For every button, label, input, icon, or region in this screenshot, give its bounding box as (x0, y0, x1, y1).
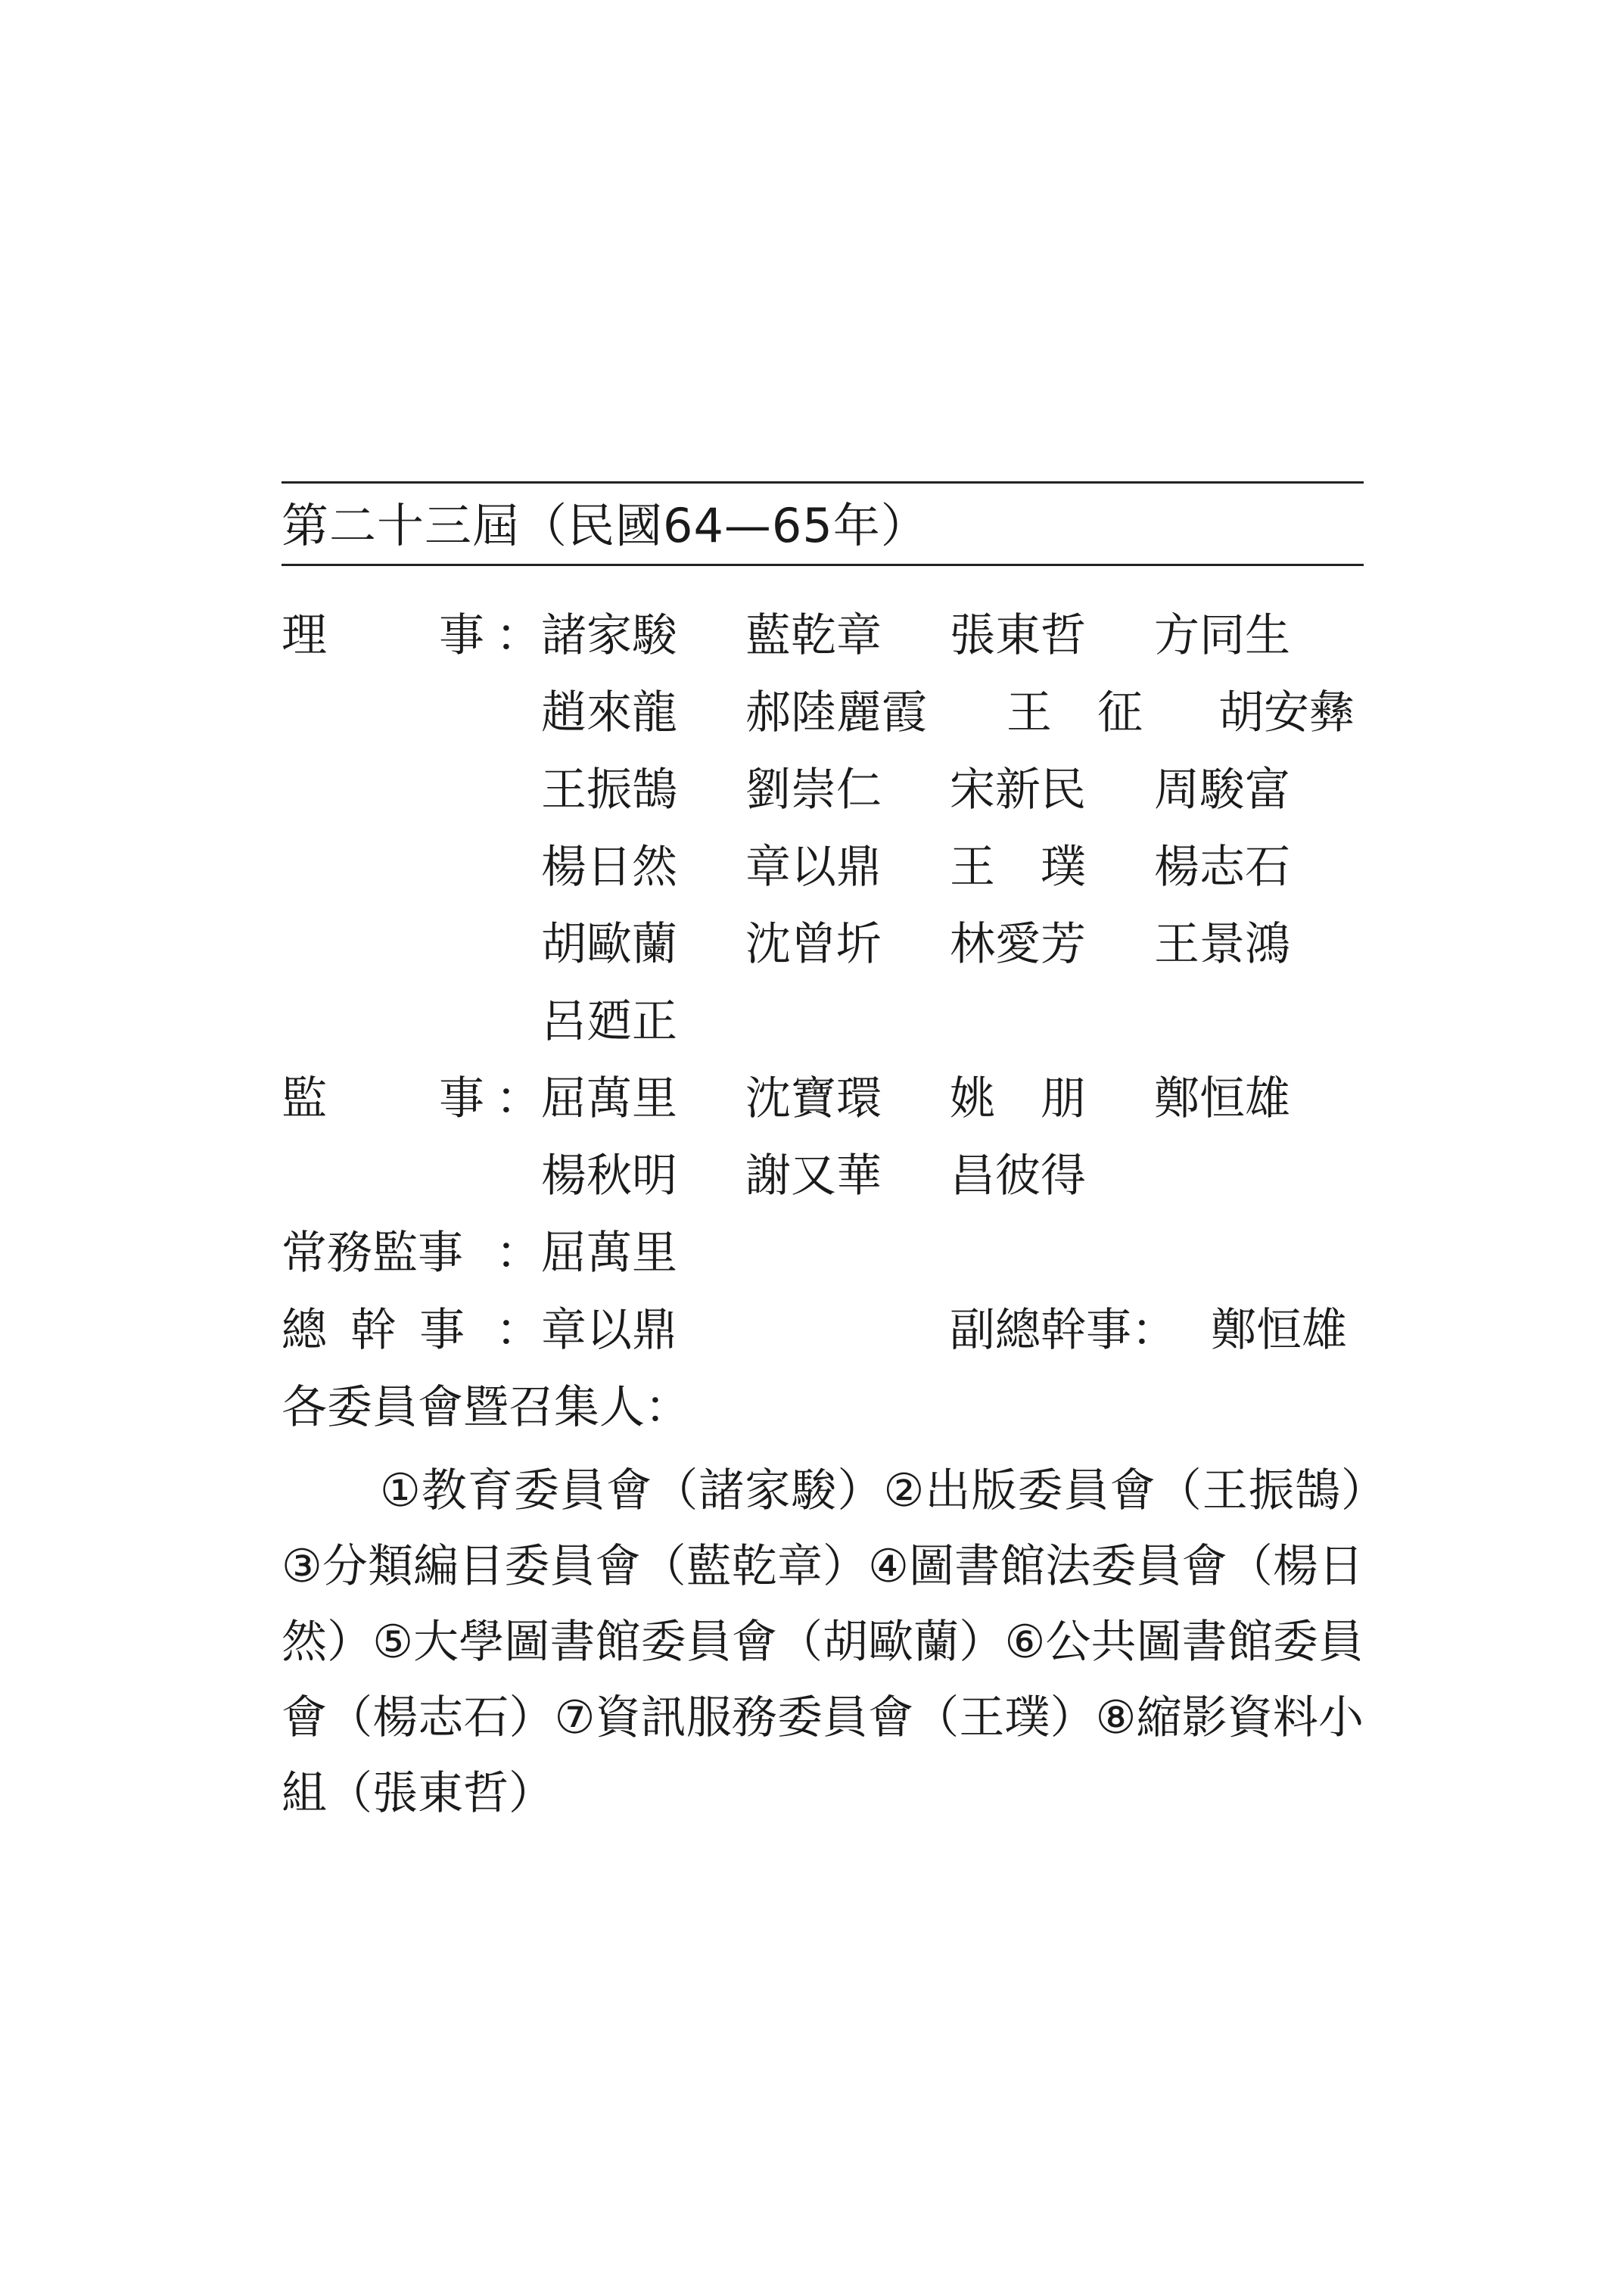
director-name: 王振鵠 (541, 764, 677, 817)
secretary-general-colon: ： (496, 1304, 541, 1357)
director-name: 胡歐蘭 (541, 918, 677, 971)
deputy-secretary-label: 副總幹事： (950, 1304, 1177, 1357)
supervisors-label-b: 事 (439, 1072, 484, 1125)
director-name: 方同生 (1154, 609, 1290, 662)
top-rule (282, 481, 1364, 484)
supervisor-name: 鄭恒雄 (1154, 1072, 1290, 1125)
supervisor-name: 沈寶環 (745, 1072, 882, 1125)
director-name: 林愛芳 (950, 918, 1086, 971)
director-name: 楊日然 (541, 841, 677, 894)
director-name: 張東哲 (950, 609, 1086, 662)
supervisors-colon: ： (496, 1072, 541, 1125)
standing-supervisor-name: 屈萬里 (541, 1227, 677, 1280)
director-name: 諸家駿 (541, 609, 677, 662)
page-title: 第二十三屆（民國64—65年） (282, 498, 929, 553)
directors-colon: ： (496, 609, 541, 662)
standing-supervisor-colon: ： (496, 1227, 541, 1280)
director-name: 趙來龍 (541, 686, 677, 739)
supervisor-name: 屈萬里 (541, 1072, 677, 1125)
standing-supervisor-label: 常務監事 (282, 1227, 463, 1280)
director-name: 王景鴻 (1154, 918, 1290, 971)
director-name: 呂廼正 (541, 995, 677, 1048)
committees-heading: 各委員會暨召集人： (282, 1381, 690, 1434)
directors-label-b: 事 (439, 609, 484, 662)
director-name: 郝陸麗霞 (745, 686, 927, 739)
director-name: 宋新民 (950, 764, 1086, 817)
directors-label-a: 理 (282, 609, 327, 662)
director-name: 楊志石 (1154, 841, 1290, 894)
committees-paragraph: ①教育委員會（諸家駿）②出版委員會（王振鵠）③分類編目委員會（藍乾章）④圖書館法委員會（楊日然）⑤大學圖書館委員會（胡歐蘭）⑥公共圖書館委員會（楊志石）⑦資訊服務委員會（王璞）⑧縮影資料小組（張東哲） (282, 1464, 1364, 1820)
director-name: 沈曾圻 (745, 918, 882, 971)
supervisor-name: 昌彼得 (950, 1150, 1086, 1202)
director-name: 周駿富 (1154, 764, 1290, 817)
director-name: 劉崇仁 (745, 764, 882, 817)
director-name: 藍乾章 (745, 609, 882, 662)
supervisors-label-a: 監 (282, 1072, 327, 1125)
deputy-secretary-name: 鄭恒雄 (1211, 1304, 1347, 1357)
director-name: 王 璞 (950, 841, 1086, 894)
supervisor-name: 楊秋明 (541, 1150, 677, 1202)
director-name: 胡安彝 (1218, 686, 1355, 739)
supervisor-name: 姚 朋 (950, 1072, 1086, 1125)
director-name: 王 征 (1006, 686, 1143, 739)
supervisor-name: 謝又華 (745, 1150, 882, 1202)
title-underline (282, 564, 1364, 566)
director-name: 章以鼎 (745, 841, 882, 894)
secretary-general-name: 章以鼎 (541, 1304, 677, 1357)
secretary-general-label: 總 幹 事 (282, 1304, 470, 1357)
